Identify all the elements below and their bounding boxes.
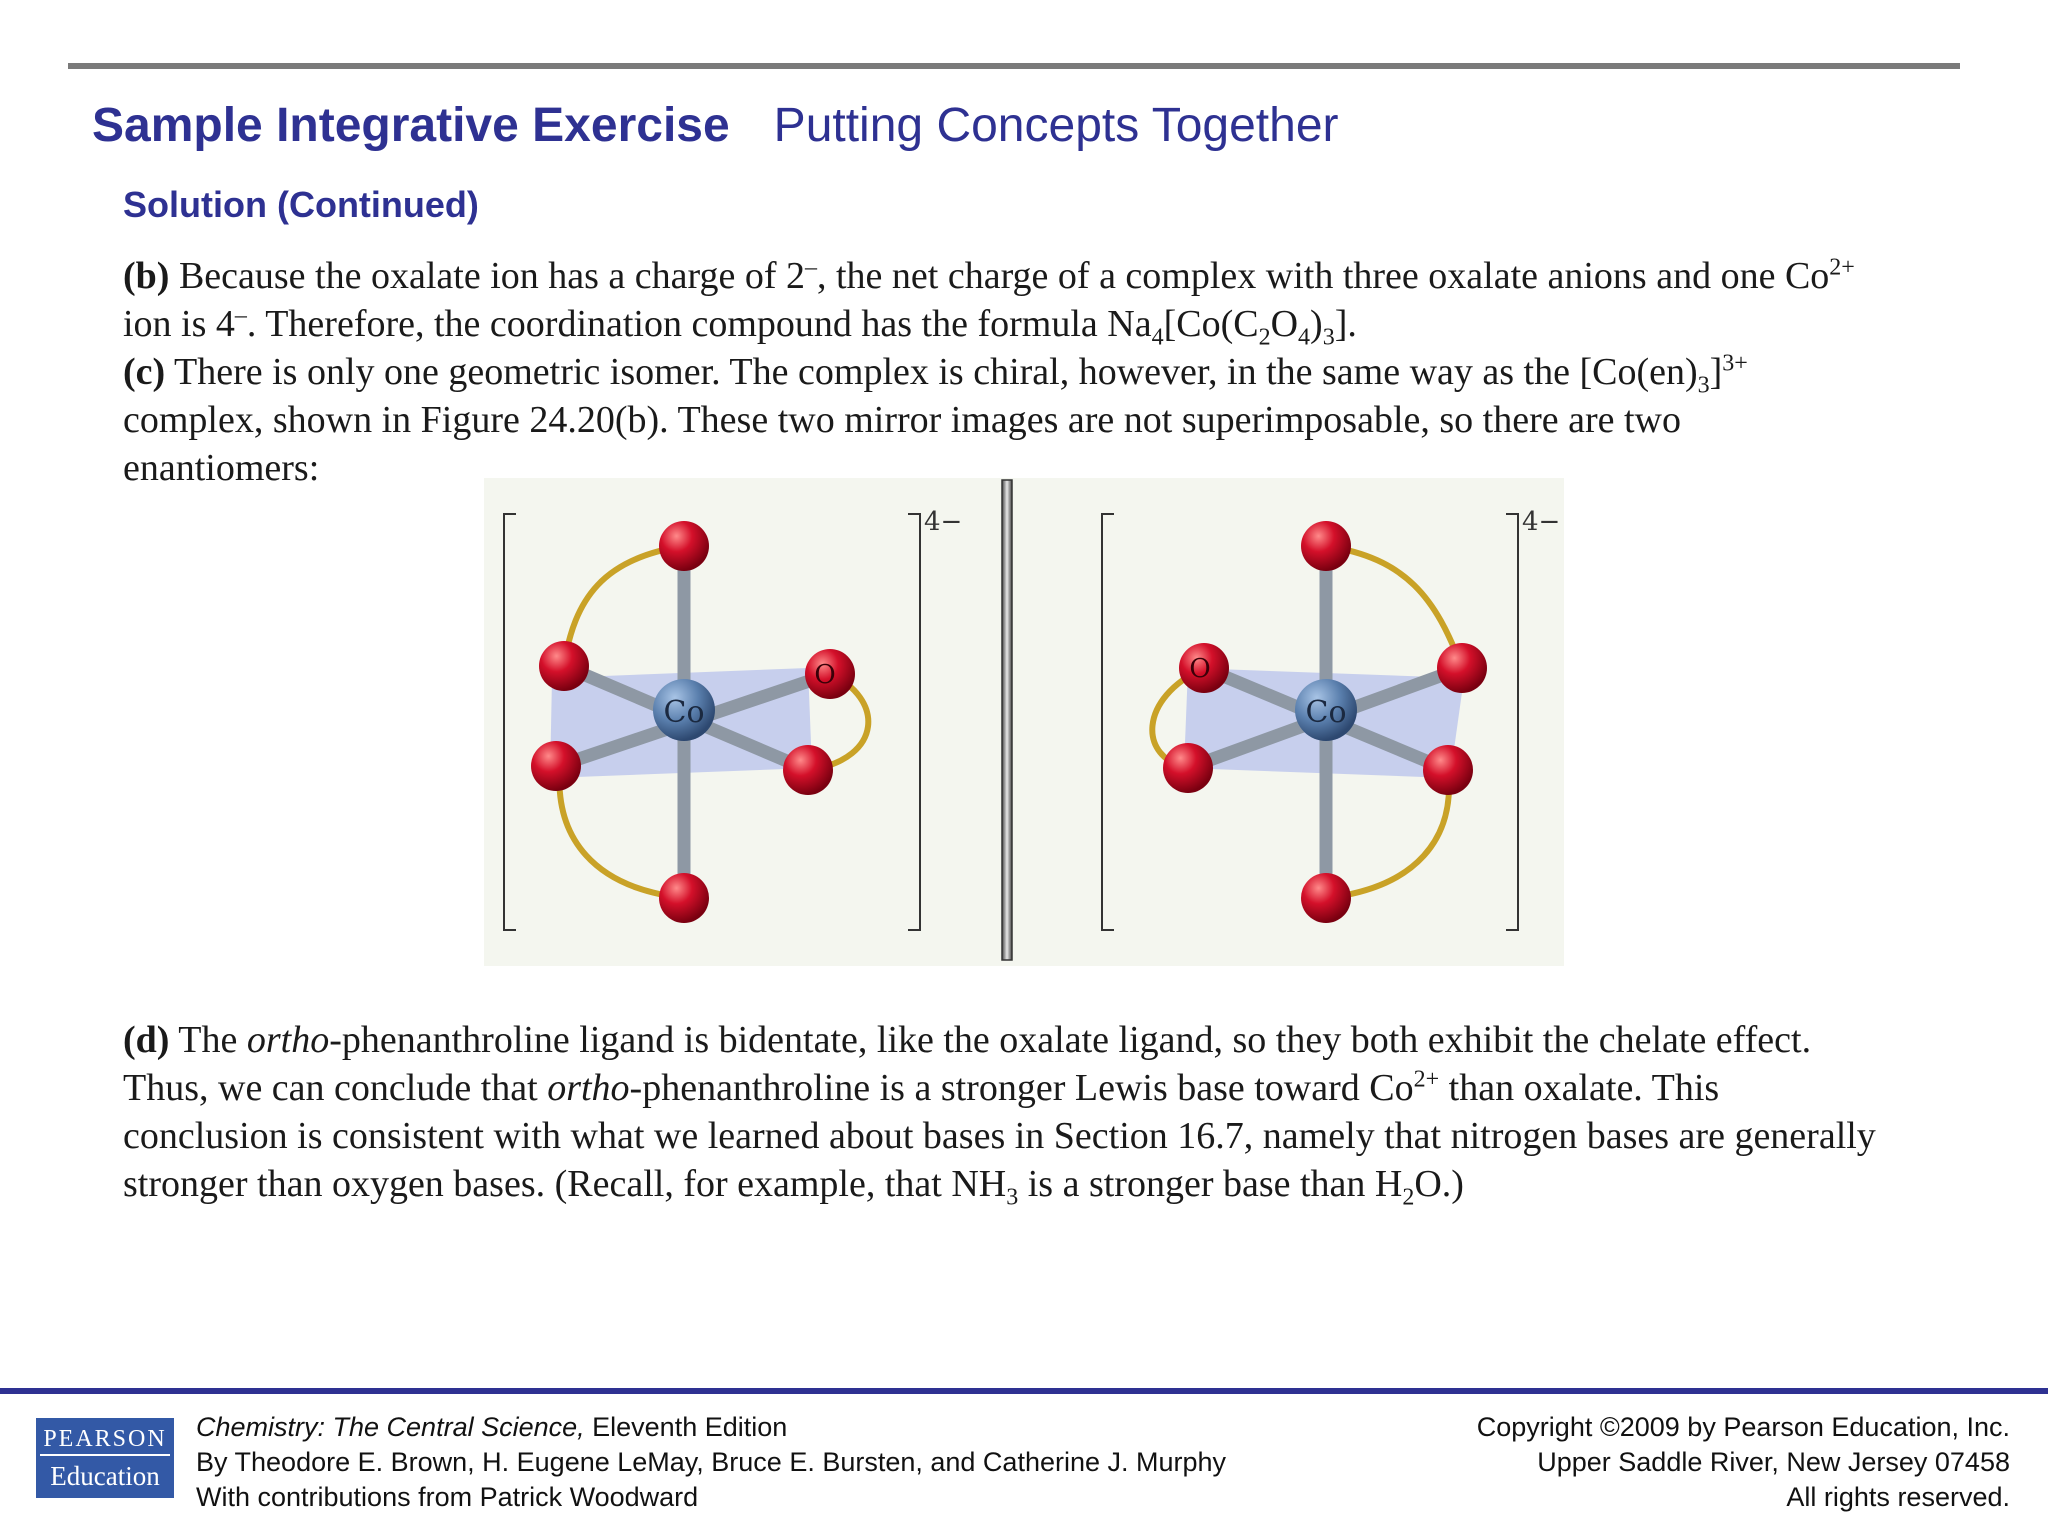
footer-authors: By Theodore E. Brown, H. Eugene LeMay, Bruce E. Bursten, and Catherine J. Murphy (196, 1447, 1227, 1477)
enantiomer-diagram (484, 478, 1564, 966)
left-cobalt-label: Co (663, 695, 705, 730)
right-cobalt-label: Co (1305, 695, 1347, 730)
top-divider (68, 63, 1960, 69)
rights-line: All rights reserved. (1786, 1482, 2010, 1512)
right-oxygen-atom (1301, 521, 1351, 571)
solution-text-upper (123, 252, 1883, 492)
title-main: Sample Integrative Exercise (92, 99, 730, 152)
left-oxygen-label: O (814, 660, 836, 690)
part-d-paragraph: (d) The ortho-phenanthroline ligand is bidentate, like the oxalate ligand, so they both exhibit the chelate effect. Thus, we can conclude that ortho-phenanthroline is a stronger Lewis base toward $Co^{2+}$ than oxalate. This conclusion is consistent with what we learned about bases in Section 16.7, namely that nitrogen bases are generally stronger than oxygen bases. (Recall, for example, that $NH_3$ is a stronger base than $H_2O$.) (123, 1019, 1876, 1211)
pearson-logo (36, 1418, 174, 1498)
footer-book-line: Chemistry: The Central Science, Eleventh Edition (196, 1412, 788, 1442)
left-oxygen-atom (783, 745, 833, 795)
footer-citation (196, 1410, 1226, 1515)
left-charge-label: 4− (924, 507, 963, 537)
left-oxygen-atom (659, 873, 709, 923)
logo-pearson-text: PEARSON (40, 1424, 170, 1456)
footer-contributions: With contributions from Patrick Woodward (196, 1482, 699, 1512)
publisher-location: Upper Saddle River, New Jersey 07458 (1537, 1447, 2010, 1477)
right-oxygen-atom (1423, 745, 1473, 795)
section-heading: Solution (Continued) (123, 184, 479, 225)
right-oxygen-atom (1163, 743, 1213, 793)
logo-education-text: Education (50, 1461, 160, 1491)
right-charge-label: 4− (1522, 507, 1561, 537)
left-oxygen-atom (539, 641, 589, 691)
footer-copyright (1477, 1410, 2010, 1515)
footer-divider (0, 1388, 2048, 1394)
part-b-paragraph: (b) Because the oxalate ion has a charge of 2–, the net charge of a complex with three oxalate anions and one $Co^{2+}$ ion is 4–. Therefore, the coordination compound has the formula $Na_4[Co(C_2O_4)_3]$. (123, 254, 1855, 351)
right-oxygen-label: O (1189, 654, 1211, 684)
copyright-line: Copyright ©2009 by Pearson Education, Inc. (1476, 1412, 2010, 1442)
slide-title (92, 98, 1339, 153)
left-oxygen-atom (659, 521, 709, 571)
right-oxygen-atom (1437, 643, 1487, 693)
solution-text-lower (123, 1016, 1883, 1211)
mirror-plane (1002, 480, 1012, 960)
title-subtitle: Putting Concepts Together (773, 99, 1339, 152)
right-oxygen-atom (1301, 873, 1351, 923)
part-c-paragraph: (c) There is only one geometric isomer. The complex is chiral, however, in the same way as the $[Co(en)_3]^{3+}$ complex, shown in Figure 24.20(b). These two mirror images are not superimposable, so there are two enantiomers: (123, 350, 1748, 489)
enantiomer-figure (484, 478, 1564, 966)
left-oxygen-atom (531, 741, 581, 791)
